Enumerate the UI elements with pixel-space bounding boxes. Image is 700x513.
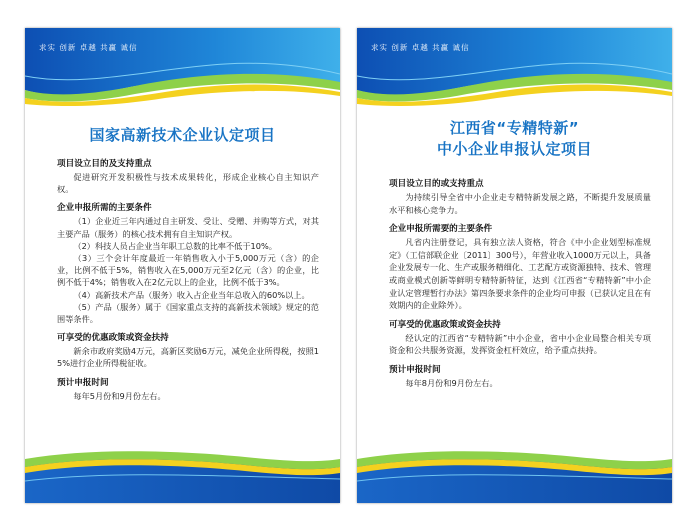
section-heading: 项目设立目的或支持重点 [389, 179, 484, 189]
section-paragraph: 每年5月份和9月份左右。 [73, 390, 166, 401]
section-paragraph: 为持续引导全省中小企业走专精特新发展之路，不断提升发展质量水平和核心竞争力。 [389, 192, 651, 215]
section [57, 377, 319, 402]
page-title [357, 118, 672, 160]
section [389, 223, 651, 312]
title-line: 江西省“专精特新” [449, 119, 580, 137]
section-heading: 可享受的优惠政策或资金扶持 [57, 333, 169, 344]
section [57, 332, 319, 369]
content-body [389, 178, 651, 397]
section [389, 364, 651, 390]
section-paragraph: 新余市政府奖励4万元，高新区奖励6万元，减免企业所得税，按照15%进行企业所得税征收。 [57, 346, 319, 369]
slogan: 求实 创新 卓越 共赢 诚信 [371, 43, 470, 52]
section-heading: 可享受的优惠政策或资金扶持 [389, 319, 501, 330]
page-title [25, 124, 340, 145]
section-paragraph: （1）企业近三年内通过自主研发、受让、受赠、并购等方式，对其主要产品（服务）的核心技术拥有自主知识产权。 [57, 216, 319, 239]
section-paragraph: 每年8月份和9月份左右。 [405, 377, 498, 388]
section-paragraph: （4）高新技术产品（服务）收入占企业当年总收入的60%以上。 [73, 289, 310, 300]
bottom-wave-decoration [357, 445, 672, 503]
section-paragraph: 经认定的江西省“专精特新”中小企业，省中小企业局整合相关专项资金和公共服务资源，发挥资金杠杆效应，给予重点扶持。 [389, 332, 651, 356]
section [389, 319, 651, 357]
top-wave-decoration [25, 28, 340, 106]
section-paragraph: （3）三个会计年度最近一年销售收入小于5,000万元（含）的企业，比例不低于5%，销售收入在5,000万元至2亿元（含）的企业，比例不低于4%；销售收入在2亿元以上的企业，比例不低于3%。 [57, 253, 319, 288]
section-heading: 预计申报时间 [57, 377, 109, 388]
section [389, 178, 651, 216]
section-heading: 预计申报时间 [389, 364, 441, 375]
content-body [57, 158, 319, 409]
section [57, 158, 319, 195]
section-paragraph: （5）产品（服务）属于《国家重点支持的高新技术领域》规定的范围等条件。 [57, 301, 319, 325]
section-paragraph: 促进研究开发积极性与技术成果转化，形成企业核心自主知识产权。 [57, 172, 319, 195]
title-line: 中小企业申报认定项目 [436, 140, 592, 158]
title-line: 国家高新技术企业认定项目 [89, 126, 276, 144]
section-heading: 企业申报所需要的主要条件 [389, 224, 493, 235]
poster-left [25, 28, 340, 503]
section-heading: 企业申报所需的主要条件 [57, 203, 152, 214]
poster-right [357, 28, 672, 503]
slogan: 求实 创新 卓越 共赢 诚信 [39, 43, 138, 52]
section [57, 202, 319, 325]
section-paragraph: 凡省内注册登记，具有独立法人资格，符合《中小企业划型标准规定》（工信部联企业〔2011〕300号），年营业收入1000万元以上，具备企业发展专一化、生产或服务精细化、工艺配方或资源独特、技术、管理或商业模式创新等鲜明专精特新特征，达到《江西省“专精特新”中小企业认定管理暂行办法》第四条要求条件的企业均可申报（已获认定且在有效期内的企业除外）。 [389, 237, 652, 311]
section-paragraph: （2）科技人员占企业当年职工总数的比率不低于10%。 [73, 240, 277, 251]
bottom-wave-decoration [25, 445, 340, 503]
section-heading: 项目设立目的及支持重点 [57, 159, 152, 169]
top-wave-decoration [357, 28, 672, 106]
